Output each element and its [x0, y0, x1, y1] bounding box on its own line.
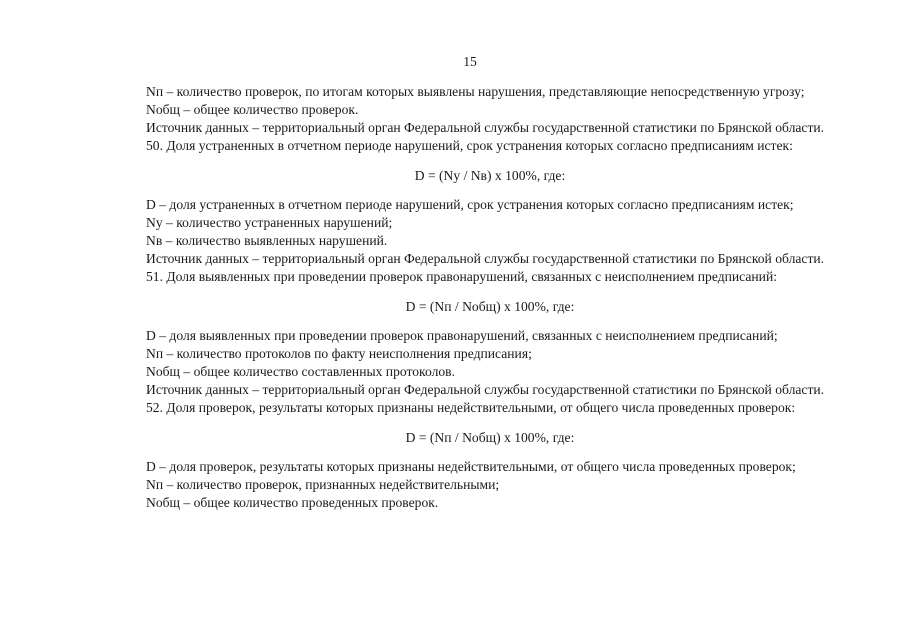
- document-body: [123, 83, 857, 512]
- paragraph-np-definition: Nп – количество проверок, признанных недействительными;: [146, 477, 500, 492]
- paragraph-data-source: Источник данных – территориальный орган Федеральной службы государственной статистики по Брянской области.: [146, 251, 825, 266]
- formula-51: D = (Nп / Nобщ) х 100%, где:: [405, 299, 575, 314]
- paragraph-nv-definition: Nв – количество выявленных нарушений.: [146, 233, 388, 248]
- paragraph-d-definition: D – доля проверок, результаты которых признаны недействительными, от общего числа проведенных проверок;: [146, 459, 796, 474]
- paragraph-nobsch-definition: Nобщ – общее количество составленных протоколов.: [146, 364, 455, 379]
- formula-50: D = (Nу / Nв) х 100%, где:: [414, 168, 566, 183]
- page-number: 15: [463, 54, 477, 69]
- paragraph-np-definition: Nп – количество протоколов по факту неисполнения предписания;: [146, 346, 532, 361]
- paragraph-item-51: 51. Доля выявленных при проведении проверок правонарушений, связанных с неисполнением предписаний:: [146, 269, 777, 284]
- paragraph-ny-definition: Nу – количество устраненных нарушений;: [146, 215, 393, 230]
- paragraph-data-source: Источник данных – территориальный орган Федеральной службы государственной статистики по Брянской области.: [146, 382, 825, 397]
- paragraph-item-52: 52. Доля проверок, результаты которых признаны недействительными, от общего числа проведенных проверок:: [146, 400, 796, 415]
- formula-52: D = (Nп / Nобщ) х 100%, где:: [405, 430, 575, 445]
- paragraph-d-definition: D – доля устраненных в отчетном периоде нарушений, срок устранения которых согласно предписаниям истек;: [146, 197, 794, 212]
- paragraph-d-definition: D – доля выявленных при проведении проверок правонарушений, связанных с неисполнением предписаний;: [146, 328, 778, 343]
- paragraph-data-source: Источник данных – территориальный орган Федеральной службы государственной статистики по Брянской области.: [146, 120, 825, 135]
- paragraph-np-definition: Nп – количество проверок, по итогам которых выявлены нарушения, представляющие непосредственную угрозу;: [146, 84, 805, 99]
- paragraph-item-50: 50. Доля устраненных в отчетном периоде нарушений, срок устранения которых согласно предписаниям истек:: [146, 138, 793, 153]
- paragraph-nobsch-definition: Nобщ – общее количество проверок.: [146, 102, 359, 117]
- paragraph-nobsch-definition: Nобщ – общее количество проведенных проверок.: [146, 495, 439, 510]
